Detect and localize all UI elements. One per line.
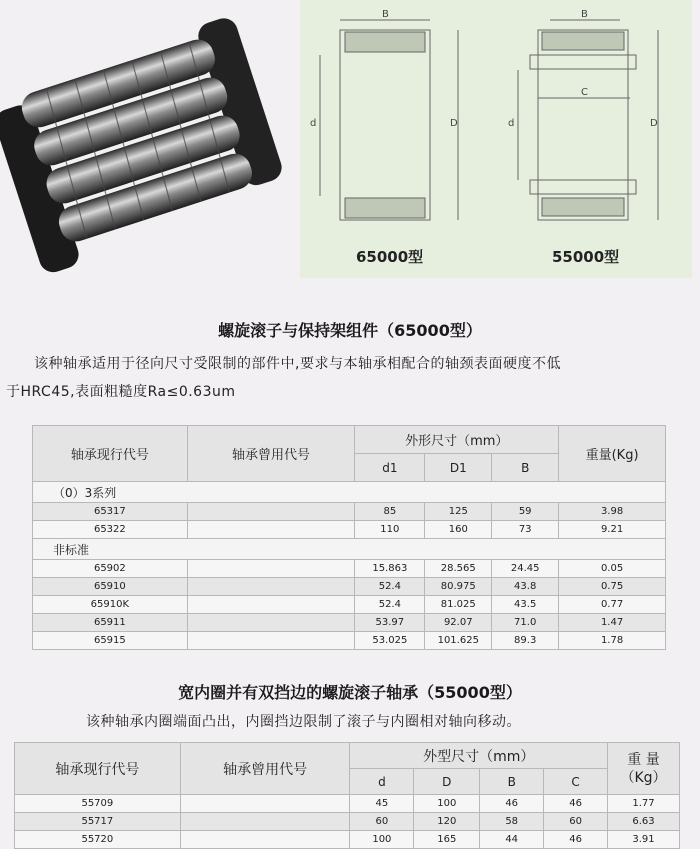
header-B: B [480, 769, 544, 795]
cell-d: 45 [350, 795, 414, 813]
table-row [33, 632, 666, 650]
header-C: C [544, 769, 608, 795]
cell-weight: 6.63 [608, 813, 680, 831]
label-65000: 65000型 [356, 248, 424, 266]
section1-desc-line1: 该种轴承适用于径向尺寸受限制的部件中,要求与本轴承相配合的轴颈表面硬度不低 [34, 356, 561, 372]
cell-D1: 125 [425, 503, 492, 521]
dim-C-right: C [581, 87, 588, 98]
header-D: D [414, 769, 480, 795]
cell-D1: 80.975 [425, 578, 492, 596]
dim-D-right: D [650, 118, 658, 129]
cell-code: 65322 [33, 521, 188, 539]
dim-B-right: B [581, 9, 588, 20]
header-code: 轴承现行代号 [33, 426, 188, 482]
cell-B: 43.5 [492, 596, 559, 614]
bearing-diagrams [300, 0, 692, 278]
cell-code: 65910K [33, 596, 188, 614]
cell-B: 89.3 [492, 632, 559, 650]
cell-weight: 1.78 [559, 632, 666, 650]
cell-d1: 110 [355, 521, 425, 539]
header-old-code: 轴承曾用代号 [180, 743, 350, 795]
header-B: B [492, 454, 559, 482]
cell-B: 58 [480, 813, 544, 831]
cell-d1: 85 [355, 503, 425, 521]
cell-d1: 53.97 [355, 614, 425, 632]
cell-d1: 15.863 [355, 560, 425, 578]
header-D1: D1 [425, 454, 492, 482]
cell-C: 46 [544, 795, 608, 813]
header-weight: 重量(Kg) [559, 426, 666, 482]
cell-code: 65915 [33, 632, 188, 650]
cell-D1: 101.625 [425, 632, 492, 650]
cell-code: 65910 [33, 578, 188, 596]
cell-D1: 160 [425, 521, 492, 539]
header-d1: d1 [355, 454, 425, 482]
header-d: d [350, 769, 414, 795]
table-row [15, 831, 680, 849]
table-65000 [32, 425, 666, 650]
header-dims: 外型尺寸（mm） [350, 743, 608, 769]
cell-weight: 0.05 [559, 560, 666, 578]
table-row [33, 614, 666, 632]
table-row [33, 560, 666, 578]
group-label: （0）3系列 [33, 482, 666, 503]
dim-d-left: d [310, 118, 317, 129]
section1-title: 螺旋滚子与保持架组件（65000型） [218, 321, 482, 340]
cell-C: 46 [544, 831, 608, 849]
cell-B: 59 [492, 503, 559, 521]
cell-code: 65902 [33, 560, 188, 578]
cell-D: 120 [414, 813, 480, 831]
technical-drawing [300, 0, 692, 278]
cell-D1: 92.07 [425, 614, 492, 632]
cell-B: 43.8 [492, 578, 559, 596]
section2-title: 宽内圈并有双挡边的螺旋滚子轴承（55000型） [178, 683, 522, 702]
group-label: 非标准 [33, 539, 666, 560]
table-row [15, 795, 680, 813]
cell-code: 55709 [15, 795, 181, 813]
section1-desc-line2: 于HRC45,表面粗糙度Ra≤0.63um [6, 384, 236, 400]
cell-D: 165 [414, 831, 480, 849]
cell-code: 65911 [33, 614, 188, 632]
table-row [15, 813, 680, 831]
cell-weight: 3.98 [559, 503, 666, 521]
header-dims: 外形尺寸（mm） [355, 426, 559, 454]
cell-D: 100 [414, 795, 480, 813]
bearing-photo [0, 0, 300, 300]
cell-weight: 1.47 [559, 614, 666, 632]
cell-code: 65317 [33, 503, 188, 521]
cell-weight: 0.75 [559, 578, 666, 596]
cell-B: 71.0 [492, 614, 559, 632]
header-code: 轴承现行代号 [15, 743, 181, 795]
cell-weight: 1.77 [608, 795, 680, 813]
cell-D1: 81.025 [425, 596, 492, 614]
section2-desc: 该种轴承内圈端面凸出，内圈挡边限制了滚子与内圈相对轴向移动。 [86, 714, 521, 730]
cell-code: 55720 [15, 831, 181, 849]
cell-weight: 3.91 [608, 831, 680, 849]
cell-d: 60 [350, 813, 414, 831]
table-row [33, 596, 666, 614]
header-weight-line1: 重 量 [627, 751, 660, 768]
table-row [33, 521, 666, 539]
cell-B: 24.45 [492, 560, 559, 578]
cell-B: 44 [480, 831, 544, 849]
table-row [33, 503, 666, 521]
header-old-code: 轴承曾用代号 [187, 426, 355, 482]
cell-C: 60 [544, 813, 608, 831]
cell-d1: 52.4 [355, 596, 425, 614]
cell-code: 55717 [15, 813, 181, 831]
dim-D-left: D [450, 118, 458, 129]
cell-weight: 0.77 [559, 596, 666, 614]
cell-B: 73 [492, 521, 559, 539]
cell-d1: 53.025 [355, 632, 425, 650]
table-55000 [14, 742, 680, 849]
dim-d-right: d [508, 118, 515, 129]
dim-B-left: B [382, 9, 389, 20]
label-55000: 55000型 [552, 248, 620, 266]
cell-weight: 9.21 [559, 521, 666, 539]
cell-B: 46 [480, 795, 544, 813]
cell-D1: 28.565 [425, 560, 492, 578]
header-weight-line2: （Kg） [620, 769, 667, 786]
cell-d1: 52.4 [355, 578, 425, 596]
header-weight [608, 743, 680, 795]
cell-d: 100 [350, 831, 414, 849]
table-row [33, 578, 666, 596]
